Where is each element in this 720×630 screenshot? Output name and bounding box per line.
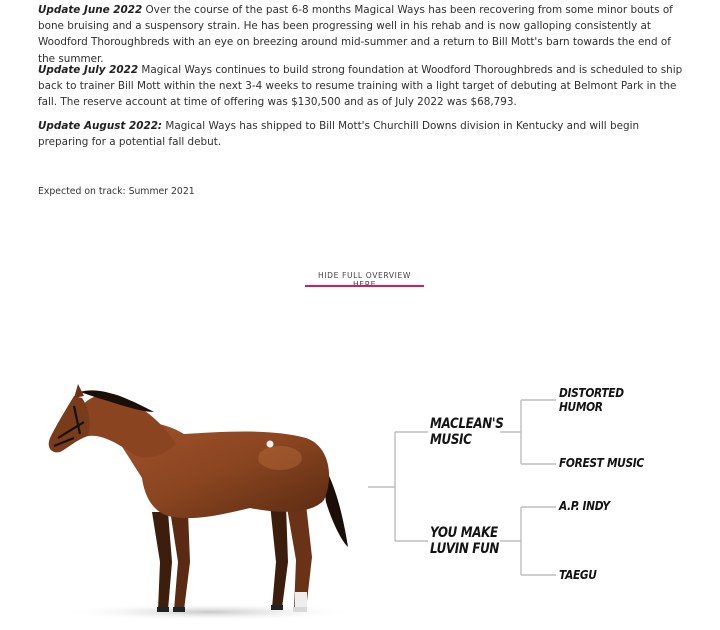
update-label: Update August 2022: [38, 120, 163, 132]
hip-tag [267, 441, 274, 448]
update-text: Over the course of the past 6-8 months Magical Ways has been recovering from some minor bouts of bone bruising and a suspensory strain. He has been progressing well in his rehab and is now galloping consistently at Woodford Thoroughbreds with an eye on breezing around mid-summer and a return to Bill Mott's barn towards the end of the summer. [38, 4, 673, 65]
update-july-2022 [38, 62, 688, 111]
pedigree-sire-sire: DISTORTED HUMOR [559, 385, 624, 414]
pedigree-sire-dam: FOREST MUSIC [559, 455, 644, 470]
hoof [271, 605, 283, 610]
update-label: Update July 2022 [38, 64, 139, 76]
horse-ear [74, 384, 84, 398]
ground-shadow [59, 603, 359, 621]
horse-hind-leg-far [270, 504, 288, 608]
pedigree-sire: MACLEAN'S MUSIC [430, 416, 504, 448]
expected-on-track: Expected on track: Summer 2021 [38, 186, 195, 197]
hide-overview-link[interactable]: HIDE FULL OVERVIEW [317, 271, 412, 280]
horse-head [49, 396, 90, 452]
update-text: Magical Ways continues to build strong foundation at Woodford Thoroughbreds and is scheduled to ship back to trainer Bill Mott within the next 3-4 weeks to resume training with a light target of debuting at Belmont Park in the fall. The reserve account at time of offering was $130,500 and as of July 2022 was $68,793. [38, 64, 683, 109]
coat-highlight [258, 446, 302, 470]
pedigree-dam-dam: TAEGU [559, 567, 597, 582]
update-text: Magical Ways has shipped to Bill Mott's Churchill Downs division in Kentucky and will begin preparing for a potential fall debut. [38, 120, 640, 149]
horse-image [44, 382, 364, 622]
update-label: Update June 2022 [38, 4, 143, 16]
update-august-2022 [38, 118, 688, 150]
horse-front-leg [152, 512, 172, 610]
pedigree-dam: YOU MAKE LUVIN FUN [430, 525, 500, 557]
hoof [173, 607, 185, 612]
horse-front-leg-near [170, 510, 190, 610]
hide-link-underline [305, 285, 424, 287]
pedigree-dam-sire: A.P. INDY [559, 498, 610, 513]
hoof [293, 607, 307, 612]
update-june-2022 [38, 2, 688, 67]
hoof [157, 607, 169, 612]
